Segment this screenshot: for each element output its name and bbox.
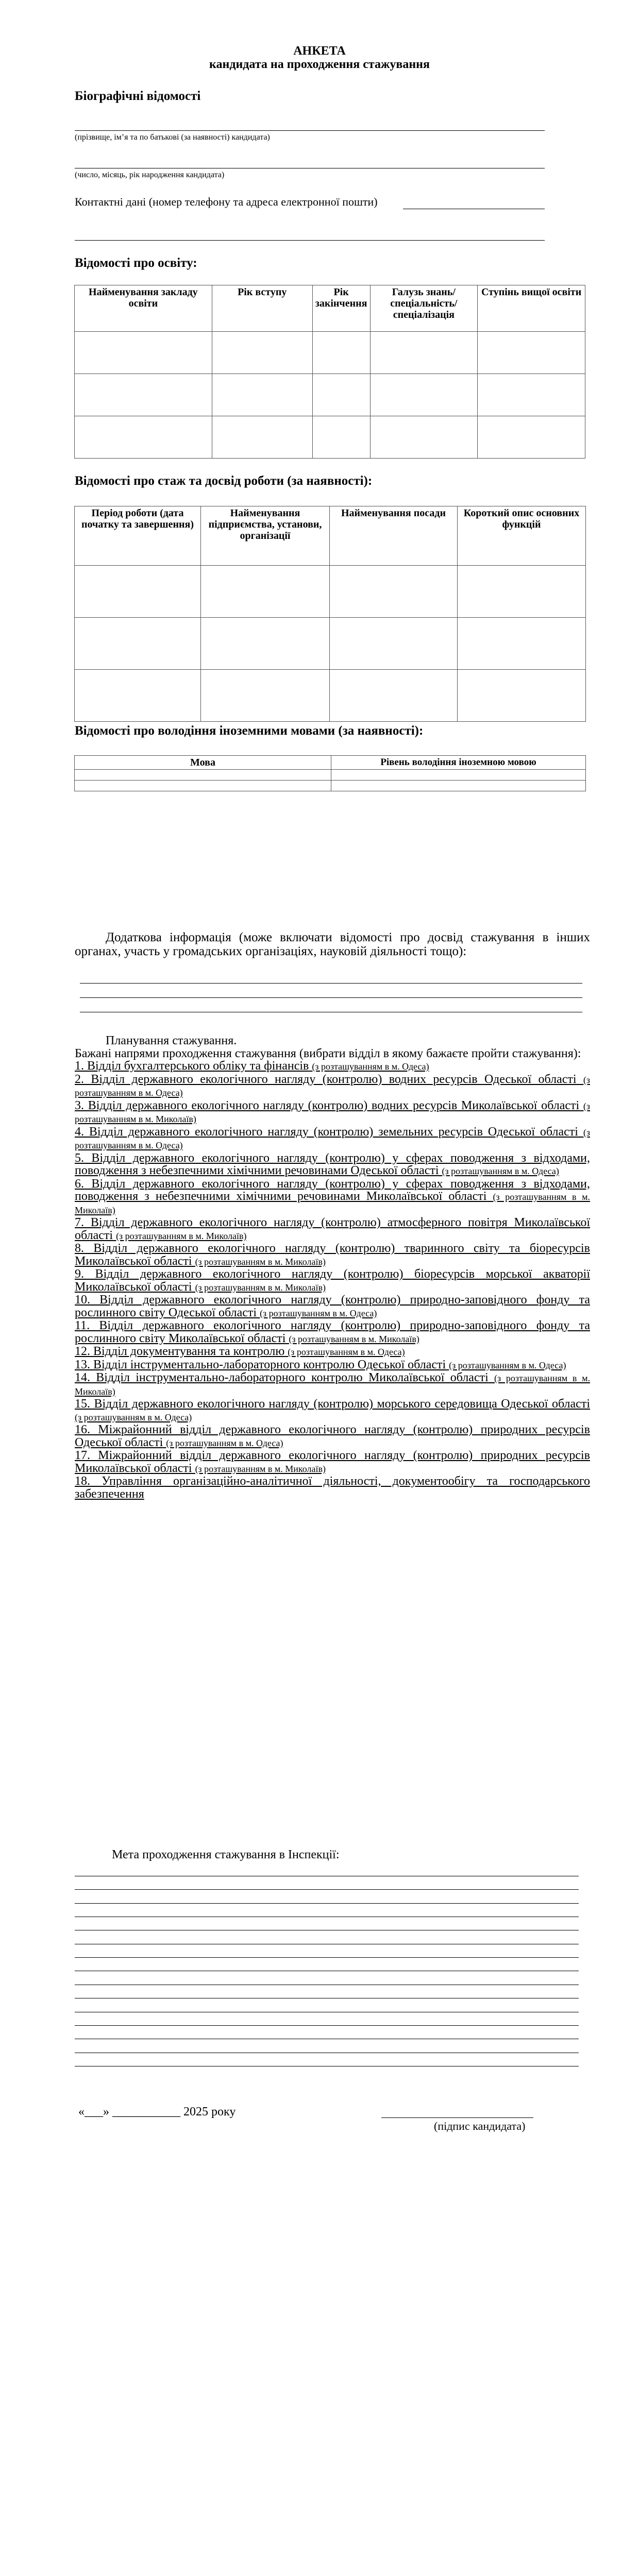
department-item[interactable] [75,1319,590,1345]
languages-col-level: Рівень володіння іноземною мовою [331,756,586,770]
additional-line-1[interactable] [80,983,582,984]
languages-col-language: Мова [75,756,331,770]
department-item[interactable] [75,1371,590,1398]
education-col-institution: Найменування закладу освіти [75,285,212,332]
department-location-note: (з розташуванням в м. Миколаїв) [195,1463,326,1474]
department-item[interactable] [75,1268,590,1294]
additional-line-2[interactable] [80,997,582,998]
education-col-degree: Ступінь вищої освіти [478,285,585,332]
birthdate-caption: (число, місяць, рік народження кандидата) [75,171,225,179]
name-caption: (прізвище, ім’я та по батькові (за наявності) кандидата) [75,133,270,142]
department-name: 16. Міжрайонний відділ державного екологічного нагляду (контролю) природних ресурсів Одеської області [75,1423,590,1449]
goal-line-3[interactable] [75,1903,579,1904]
department-item[interactable] [75,1126,590,1152]
department-location-note: (з розташуванням в м. Миколаїв) [195,1282,326,1293]
department-item[interactable] [75,1152,590,1178]
department-item[interactable] [75,1242,590,1268]
education-col-end-year: Рік закінчення [312,285,370,332]
education-row[interactable] [75,416,585,459]
education-row[interactable] [75,374,585,416]
department-item[interactable] [75,1073,590,1099]
department-name: 13. Відділ інструментально-лабораторного контролю Одеської області [75,1358,446,1371]
additional-info-text: Додаткова інформація (може включати відомості про досвід стажування в інших органах, участь у громадських організаціях, науковій діяльності тощо): [75,930,590,958]
department-name: 11. Відділ державного екологічного нагляду (контролю) природно-заповідного фонду та рослинного світу Миколаївської області [75,1319,590,1345]
education-row[interactable] [75,332,585,374]
department-name: 10. Відділ державного екологічного нагляду (контролю) природно-заповідного фонду та рослинного світу Одеської області [75,1293,590,1319]
department-location-note: (з розташуванням в м. Одеса) [260,1308,377,1318]
department-name: 3. Відділ державного екологічного нагляду (контролю) водних ресурсів Миколаївської області [75,1098,580,1112]
additional-info [75,930,590,958]
document-subtitle: кандидата на проходження стажування [209,58,430,71]
experience-col-functions: Короткий опис основних функцій [458,506,586,566]
department-name: 15. Відділ державного екологічного нагляду (контролю) морського середовища Одеської області [75,1397,590,1411]
department-name: 9. Відділ державного екологічного нагляду (контролю) біоресурсів морської акваторії Миколаївської області [75,1267,590,1294]
department-name: 1. Відділ бухгалтерського обліку та фінансів [75,1059,309,1073]
goal-heading: Мета проходження стажування в Інспекції: [112,1848,340,1861]
department-name: 12. Відділ документування та контролю [75,1345,285,1358]
contacts-line-2[interactable] [75,240,545,241]
education-heading: Відомості про освіту: [75,256,197,270]
education-col-start-year: Рік вступу [212,285,312,332]
goal-line-12[interactable] [75,2025,579,2026]
experience-table [74,506,586,722]
department-name: 8. Відділ державного екологічного нагляду (контролю) тваринного світу та біоресурсів Миколаївської області [75,1242,590,1268]
department-location-note: (з розташуванням в м. Одеса) [75,1412,192,1422]
experience-row[interactable] [75,670,586,722]
department-item[interactable] [75,1216,590,1242]
department-name: 18. Управління організаційно-аналітичної діяльності, документообігу та господарського забезпечення [75,1475,590,1501]
signature-date: «___» ___________ 2025 року [78,2105,236,2119]
department-location-note: (з розташуванням в м. Одеса) [449,1360,566,1370]
education-header-row [75,285,585,332]
department-item[interactable] [75,1099,590,1126]
department-location-note: (з розташуванням в м. Одеса) [75,1127,591,1150]
bio-heading: Біографічні відомості [75,89,201,103]
department-item[interactable] [75,1294,590,1319]
goal-line-2[interactable] [75,1889,579,1890]
department-item[interactable] [75,1359,590,1372]
department-item[interactable] [75,1178,590,1217]
department-item[interactable] [75,1449,590,1475]
signature-line[interactable] [381,2117,533,2118]
department-location-note: (з розташуванням в м. Миколаїв) [75,1192,590,1215]
department-location-note: (з розташуванням в м. Миколаїв) [116,1230,247,1241]
department-name: 7. Відділ державного екологічного нагляду (контролю) атмосферного повітря Миколаївської області [75,1216,590,1242]
goal-line-7[interactable] [75,1957,579,1958]
department-location-note: (з розташуванням в м. Одеса) [75,1074,590,1098]
contacts-label: Контактні дані (номер телефону та адреса електронної пошти) [75,195,378,208]
department-name: 2. Відділ державного екологічного нагляду (контролю) водних ресурсів Одеської області [75,1072,577,1086]
department-item[interactable] [75,1345,590,1359]
department-location-note: (з розташуванням в м. Миколаїв) [75,1100,591,1124]
education-col-specialty: Галузь знань/ спеціальність/ спеціалізація [370,285,478,332]
experience-row[interactable] [75,566,586,618]
planning-section [75,1035,590,1500]
department-location-note: (з розташуванням в м. Одеса) [288,1347,405,1357]
department-location-note: (з розташуванням в м. Миколаїв) [289,1333,419,1344]
languages-header-row [75,756,586,770]
department-name: 4. Відділ державного екологічного нагляду (контролю) земельних ресурсів Одеської області [75,1125,578,1139]
experience-col-period: Період роботи (дата початку та завершення) [75,506,201,566]
department-location-note: (з розташуванням в м. Одеса) [166,1437,283,1448]
languages-heading: Відомості про володіння іноземними мовами (за наявності): [75,724,424,738]
department-item[interactable] [75,1475,590,1500]
department-location-note: (з розташуванням в м. Одеса) [442,1166,559,1176]
experience-header-row [75,506,586,566]
languages-row[interactable] [75,770,586,781]
experience-col-position: Найменування посади [330,506,458,566]
planning-heading: Планування стажування. [106,1034,237,1047]
experience-row[interactable] [75,618,586,670]
name-line[interactable] [75,130,545,131]
education-table [74,285,585,459]
department-name: 14. Відділ інструментально-лабораторного контролю Миколаївської області [75,1371,489,1384]
department-list [75,1060,590,1500]
experience-col-organization: Найменування підприємства, установи, організації [201,506,330,566]
department-location-note: (з розташуванням в м. Одеса) [312,1061,429,1072]
department-item[interactable] [75,1060,590,1073]
department-name: 17. Міжрайонний відділ державного екологічного нагляду (контролю) природних ресурсів Миколаївської області [75,1449,590,1475]
department-item[interactable] [75,1398,590,1423]
department-item[interactable] [75,1423,590,1449]
document-title: АНКЕТА [293,44,346,58]
signature-caption: (підпис кандидата) [434,2120,526,2132]
planning-intro: Бажані напрями проходження стажування (вибрати відділ в якому бажаєте пройти стажування): [75,1046,581,1060]
department-location-note: (з розташуванням в м. Миколаїв) [75,1373,591,1397]
department-name: 6. Відділ державного екологічного нагляду (контролю) у сферах поводження з відходами, поводження з небезпечними хімічними речовинами Миколаївської області [75,1177,590,1203]
languages-table [74,755,586,791]
department-name: 5. Відділ державного екологічного нагляду (контролю) у сферах поводження з відходами, поводження з небезпечними хімічними речовинами Одеської області [75,1151,590,1177]
department-location-note: (з розташуванням в м. Миколаїв) [195,1256,326,1267]
experience-heading: Відомості про стаж та досвід роботи (за наявності): [75,474,373,488]
languages-row[interactable] [75,781,586,791]
